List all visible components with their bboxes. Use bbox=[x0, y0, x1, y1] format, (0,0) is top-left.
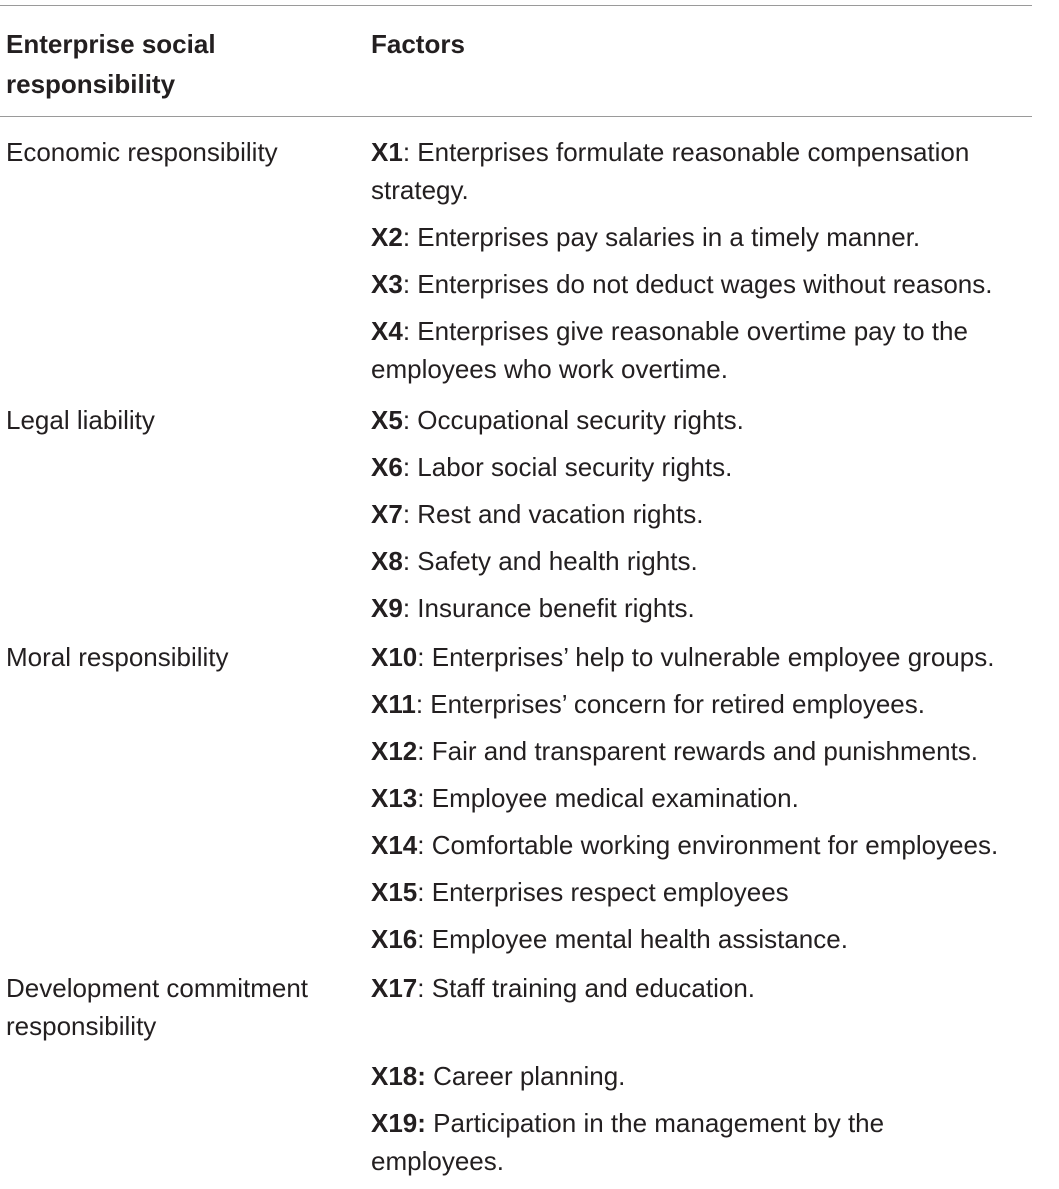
factor-text: Insurance benefit rights. bbox=[410, 593, 695, 623]
factor-id: X5 bbox=[371, 405, 403, 435]
category-label: Legal liability bbox=[6, 405, 155, 435]
header-factors: Factors bbox=[371, 29, 465, 59]
factor-item: X11: Enterprises’ concern for retired employees. bbox=[371, 689, 925, 719]
factor-item: X7: Rest and vacation rights. bbox=[371, 499, 704, 529]
factor-item: X4: Enterprises give reasonable overtime pay to the employees who work overtime. bbox=[371, 316, 968, 384]
factor-item: X2: Enterprises pay salaries in a timely manner. bbox=[371, 222, 921, 252]
factor-item: X15: Enterprises respect employees bbox=[371, 877, 789, 907]
factor-list bbox=[371, 401, 1059, 636]
factor-id: X11 bbox=[371, 689, 416, 719]
factor-text: Enterprises formulate reasonable compensation strategy. bbox=[371, 137, 970, 205]
factor-text: Enterprises do not deduct wages without reasons. bbox=[410, 269, 993, 299]
factor-text: Career planning. bbox=[425, 1061, 626, 1091]
factor-id: X14 bbox=[371, 830, 418, 860]
factor-item bbox=[371, 1057, 1059, 1095]
factor-list bbox=[371, 133, 1059, 397]
factor-id: X16 bbox=[371, 924, 418, 954]
factor-item: X3: Enterprises do not deduct wages without reasons. bbox=[371, 269, 993, 299]
factor-item: X13: Employee medical examination. bbox=[371, 783, 799, 813]
factor-text: Safety and health rights. bbox=[410, 546, 698, 576]
factor-text: Employee mental health assistance. bbox=[424, 924, 848, 954]
factor-list bbox=[371, 638, 1059, 967]
factor-id: X1 bbox=[371, 137, 403, 167]
factor-text: Comfortable working environment for employees. bbox=[424, 830, 999, 860]
factor-text: Enterprises’ concern for retired employees. bbox=[423, 689, 925, 719]
factor-text: Occupational security rights. bbox=[410, 405, 744, 435]
factor-id: X15 bbox=[371, 877, 418, 907]
factor-item: X1: Enterprises formulate reasonable compensation strategy. bbox=[371, 137, 970, 205]
factor-text: Rest and vacation rights. bbox=[410, 499, 704, 529]
factor-id: X17 bbox=[371, 973, 418, 1003]
category-label: Moral responsibility bbox=[6, 642, 229, 672]
factor-text: Participation in the management by the employees. bbox=[371, 1108, 885, 1176]
factor-id: X4 bbox=[371, 316, 403, 346]
factor-id: X2 bbox=[371, 222, 403, 252]
factor-item: X5: Occupational security rights. bbox=[371, 405, 744, 435]
factor-text: Enterprises’ help to vulnerable employee groups. bbox=[424, 642, 995, 672]
factor-id: X3 bbox=[371, 269, 403, 299]
category-label: Economic responsibility bbox=[6, 137, 278, 167]
factor-item: X16: Employee mental health assistance. bbox=[371, 924, 848, 954]
top-rule bbox=[0, 5, 1032, 6]
header-enterprise-social-responsibility bbox=[6, 24, 346, 104]
factor-item: X10: Enterprises’ help to vulnerable employee groups. bbox=[371, 642, 995, 672]
header-col1-line1: Enterprise social bbox=[6, 29, 216, 59]
factor-list bbox=[371, 969, 1059, 1189]
factor-id: X13 bbox=[371, 783, 418, 813]
factor-id: X10 bbox=[371, 642, 418, 672]
factor-text: Employee medical examination. bbox=[424, 783, 799, 813]
header-rule bbox=[0, 116, 1032, 117]
factor-text: Enterprises pay salaries in a timely manner. bbox=[410, 222, 921, 252]
factor-text: Labor social security rights. bbox=[410, 452, 733, 482]
factor-item: X17: Staff training and education. bbox=[371, 973, 756, 1003]
factor-item: X14: Comfortable working environment for employees. bbox=[371, 830, 999, 860]
factor-id: X7 bbox=[371, 499, 403, 529]
factor-text: Enterprises respect employees bbox=[424, 877, 789, 907]
category-label: Development commitment responsibility bbox=[6, 973, 308, 1041]
factor-id: X12 bbox=[371, 736, 418, 766]
factor-text: Fair and transparent rewards and punishments. bbox=[424, 736, 979, 766]
factor-id: X19: bbox=[371, 1108, 426, 1138]
factor-item: X12: Fair and transparent rewards and punishments. bbox=[371, 736, 979, 766]
factor-item bbox=[371, 1104, 971, 1180]
factor-id: X18: bbox=[371, 1061, 426, 1091]
factor-text: Enterprises give reasonable overtime pay to the employees who work overtime. bbox=[371, 316, 968, 384]
header-col1-line2: responsibility bbox=[6, 69, 176, 99]
factor-item: X8: Safety and health rights. bbox=[371, 546, 698, 576]
factor-item: X9: Insurance benefit rights. bbox=[371, 593, 695, 623]
factor-text: Staff training and education. bbox=[424, 973, 756, 1003]
factor-id: X9 bbox=[371, 593, 403, 623]
factor-id: X8 bbox=[371, 546, 403, 576]
factor-id: X6 bbox=[371, 452, 403, 482]
factor-item: X6: Labor social security rights. bbox=[371, 452, 733, 482]
